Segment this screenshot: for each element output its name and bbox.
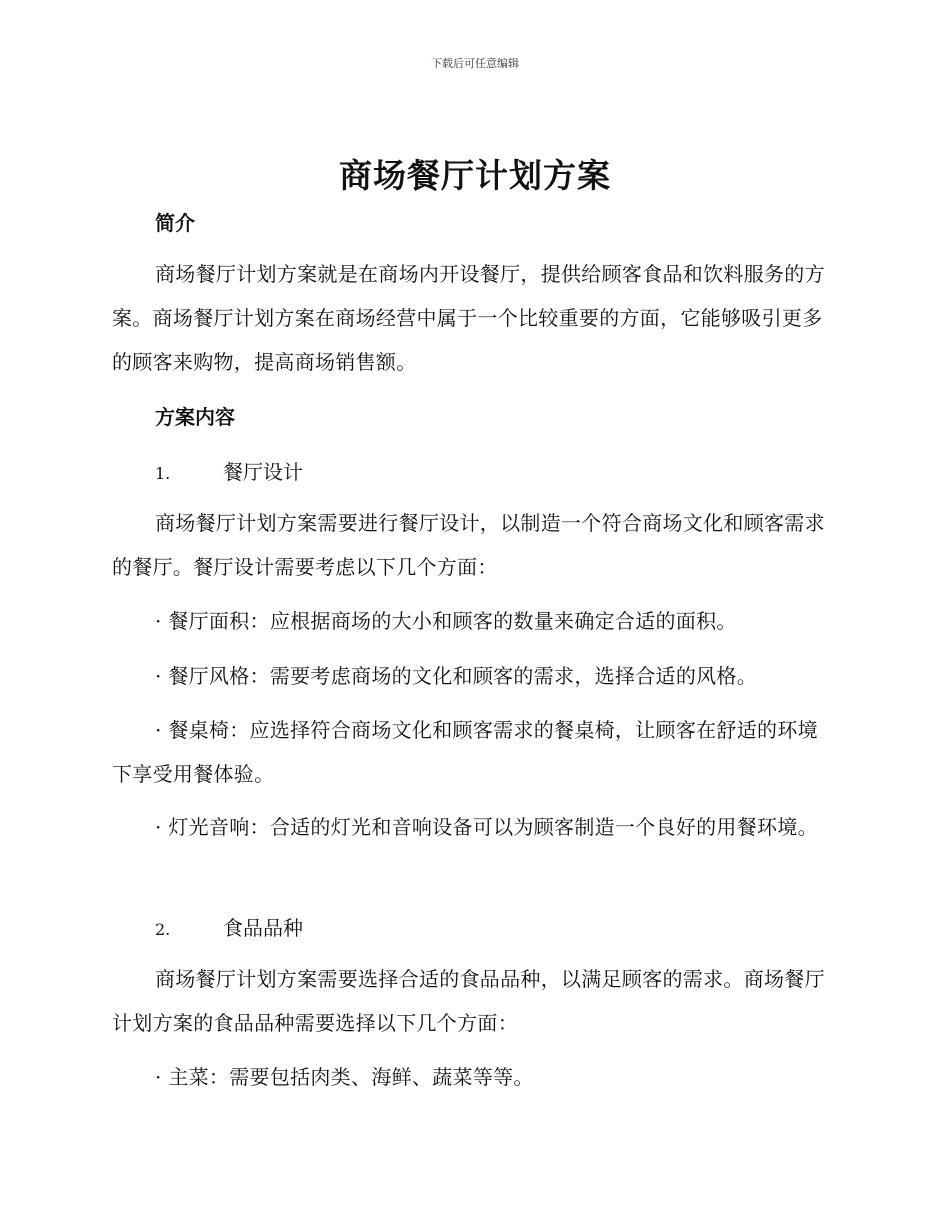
content-heading: 方案内容 [155,405,235,429]
design-bullet: · 餐厅面积：应根据商场的大小和顾客的数量来确定合适的面积。 [155,609,737,633]
design-bullet: · 餐桌椅：应选择符合商场文化和顾客需求的餐桌椅，让顾客在舒适的环境下享受用餐体验。 [112,718,818,786]
design-paragraph: 商场餐厅计划方案需要进行餐厅设计，以制造一个符合商场文化和顾客需求的餐厅。餐厅设计需要考虑以下几个方面： [112,511,825,579]
numbered-item-2 [155,912,303,941]
design-bullet: · 灯光音响：合适的灯光和音响设备可以为顾客制造一个良好的用餐环境。 [155,815,818,839]
food-bullet: · 主菜：需要包括肉类、海鲜、蔬菜等等。 [155,1065,534,1089]
item-title: 餐厅设计 [223,460,303,484]
design-bullet: · 餐厅风格：需要考虑商场的文化和顾客的需求，选择合适的风格。 [155,664,758,688]
item-title: 食品品种 [223,916,303,940]
intro-paragraph: 商场餐厅计划方案就是在商场内开设餐厅，提供给顾客食品和饮料服务的方案。商场餐厅计划方案在商场经营中属于一个比较重要的方面，它能够吸引更多的顾客来购物，提高商场销售额。 [112,262,825,374]
food-paragraph: 商场餐厅计划方案需要选择合适的食品品种，以满足顾客的需求。商场餐厅计划方案的食品品种需要选择以下几个方面： [112,967,825,1035]
numbered-item-1 [155,456,303,485]
page-header: 下载后可任意编辑 [431,57,519,70]
item-number: 1. [155,464,171,483]
document-title: 商场餐厅计划方案 [339,156,611,195]
intro-heading: 简介 [155,211,195,235]
item-number: 2. [155,920,171,939]
